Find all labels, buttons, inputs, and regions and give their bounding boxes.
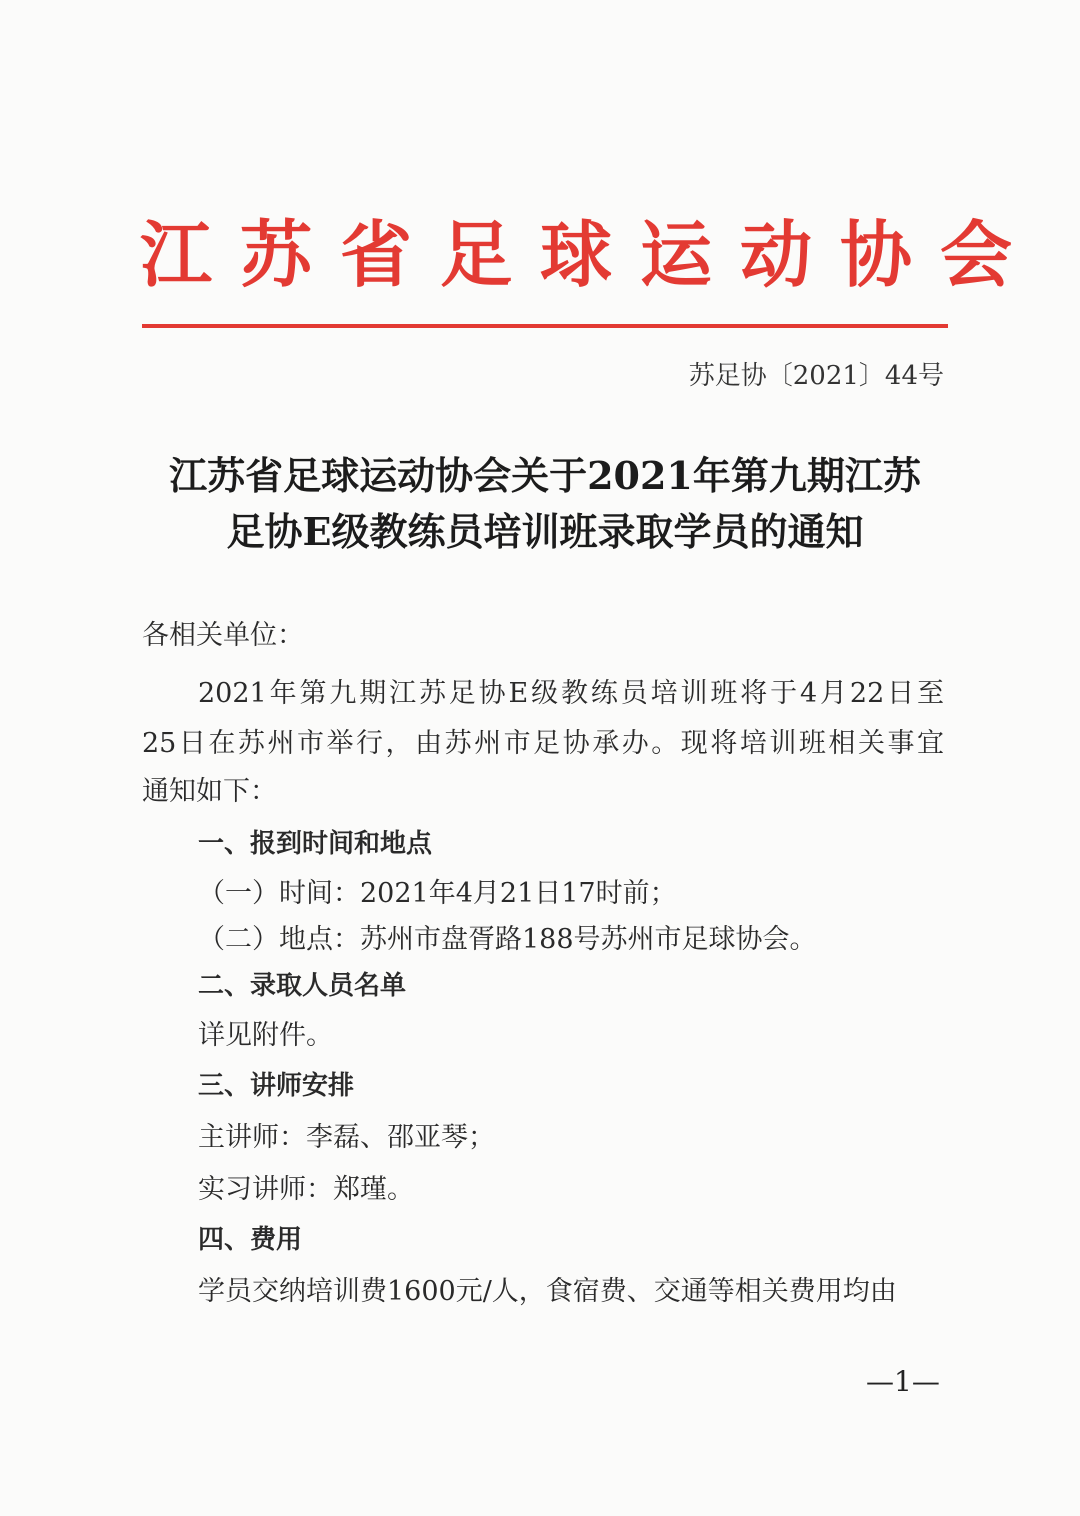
organization-header: 江苏省足球运动协会 xyxy=(140,212,1041,297)
section-2-heading: 二、录取人员名单 xyxy=(198,971,407,1001)
section-3-item-2: 实习讲师：郑瑾。 xyxy=(198,1174,414,1205)
salutation: 各相关单位： xyxy=(142,620,304,651)
section-2-text: 详见附件。 xyxy=(198,1020,333,1051)
section-4-text: 学员交纳培训费1600元/人，食宿费、交通等相关费用均由 xyxy=(198,1276,897,1307)
document-title xyxy=(140,448,950,560)
intro-line-1: 2021年第九期江苏足协E级教练员培训班将于4月22日至 xyxy=(198,678,944,709)
title-line-1: 江苏省足球运动协会关于2021年第九期江苏 xyxy=(169,453,921,498)
document-number: 苏足协〔2021〕44号 xyxy=(688,361,944,391)
section-4-heading: 四、费用 xyxy=(198,1225,303,1255)
section-1-item-2: （二）地点：苏州市盘胥路188号苏州市足球协会。 xyxy=(198,924,817,955)
section-1-heading: 一、报到时间和地点 xyxy=(198,829,433,859)
intro-line-3: 通知如下： xyxy=(142,776,277,807)
section-1-item-1: （一）时间：2021年4月21日17时前； xyxy=(198,878,677,909)
intro-line-2: 25日在苏州市举行，由苏州市足协承办。现将培训班相关事宜 xyxy=(142,728,944,759)
title-line-2: 足协E级教练员培训班录取学员的通知 xyxy=(226,509,864,554)
page-number: —1— xyxy=(866,1365,940,1398)
section-3-heading: 三、讲师安排 xyxy=(198,1071,355,1101)
red-divider-line xyxy=(142,324,948,328)
section-3-item-1: 主讲师：李磊、邵亚琴； xyxy=(198,1122,495,1153)
